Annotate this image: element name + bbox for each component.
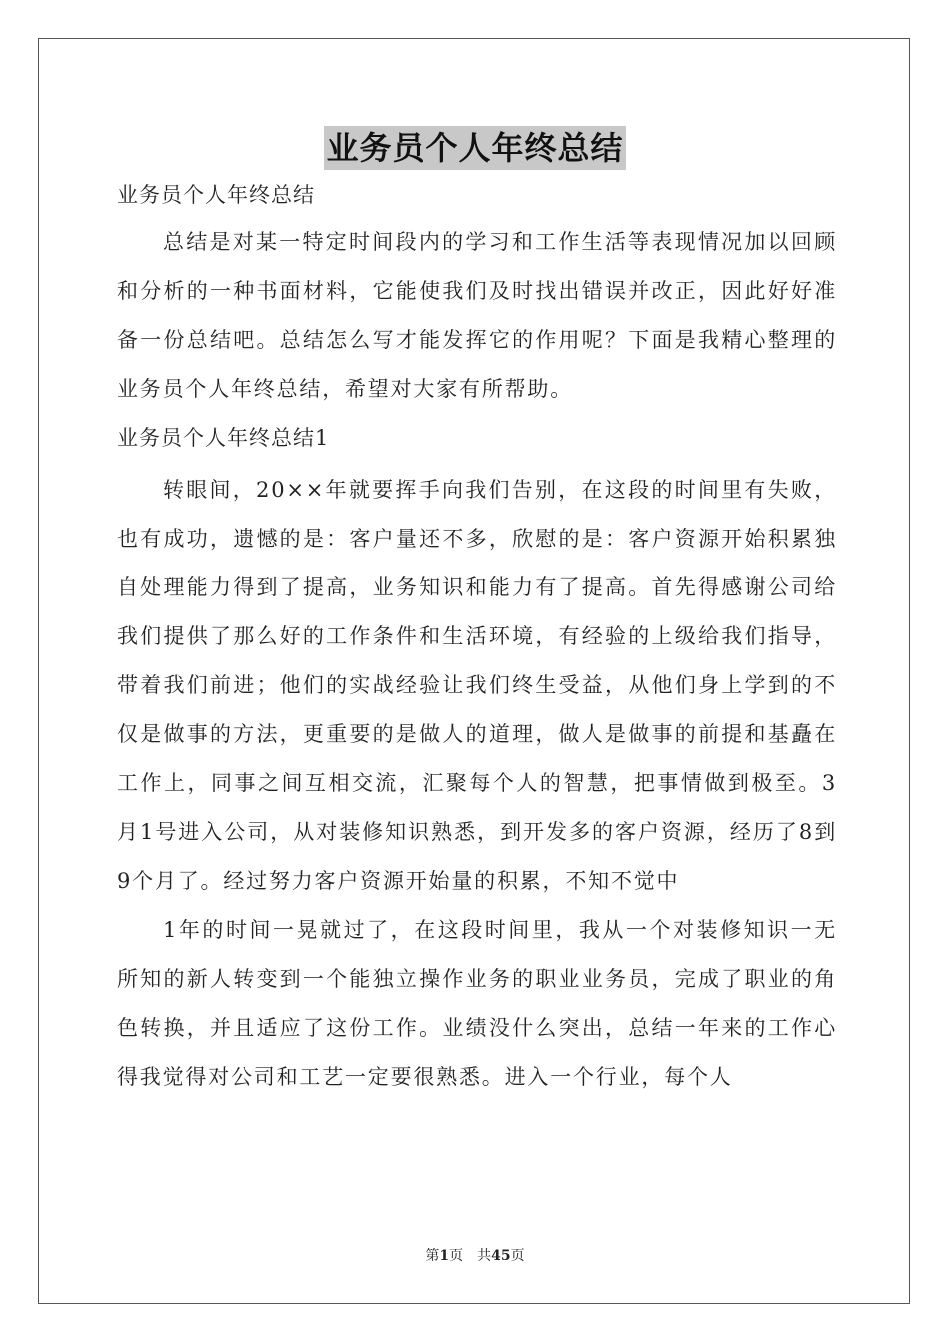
section-heading: 业务员个人年终总结1 bbox=[117, 425, 330, 450]
footer-page-number: 1 bbox=[439, 1248, 450, 1264]
footer-suffix: 页 bbox=[510, 1248, 525, 1264]
footer-mid: 页 共 bbox=[449, 1248, 492, 1264]
section-paragraph-1: 转眼间，20××年就要挥手向我们告别，在这段的时间里有失败，也有成功，遗憾的是：客户量还不多，欣慰的是：客户资源开始积累独自处理能力得到了提高，业务知识和能力有了提高。首先得感谢公司给我们提供了那么好的工作条件和生活环境，有经验的上级给我们指导，带着我们前进；他们的实战经验让我们终生受益，从他们身上学到的不仅是做事的方法，更重要的是做人的道理，做人是做事的前提和基矗在工作上，同事之间互相交流，汇聚每个人的智慧，把事情做到极至。3月1号进入公司，从对装修知识熟悉，到开发多的客户资源，经历了8到9个月了。经过努力客户资源开始量的积累，不知不觉中 bbox=[117, 477, 837, 893]
document-body bbox=[117, 178, 837, 1101]
footer-total-pages: 45 bbox=[491, 1248, 511, 1264]
document-title: 业务员个人年终总结 bbox=[324, 126, 625, 170]
section-paragraph-2: 1年的时间一晃就过了，在这段时间里，我从一个对装修知识一无所知的新人转变到一个能独立操作业务的职业业务员，完成了职业的角色转换，并且适应了这份工作。业绩没什么突出，总结一年来的工作心得我觉得对公司和工艺一定要很熟悉。进入一个行业，每个人 bbox=[117, 917, 837, 1089]
subtitle: 业务员个人年终总结 bbox=[117, 183, 315, 207]
intro-paragraph: 总结是对某一特定时间段内的学习和工作生活等表现情况加以回顾和分析的一种书面材料，它能使我们及时找出错误并改正，因此好好准备一份总结吧。总结怎么写才能发挥它的作用呢？下面是我精心整理的业务员个人年终总结，希望对大家有所帮助。 bbox=[117, 230, 837, 401]
title-wrap bbox=[0, 126, 950, 170]
page-footer bbox=[0, 1245, 950, 1265]
footer-prefix: 第 bbox=[425, 1248, 440, 1264]
